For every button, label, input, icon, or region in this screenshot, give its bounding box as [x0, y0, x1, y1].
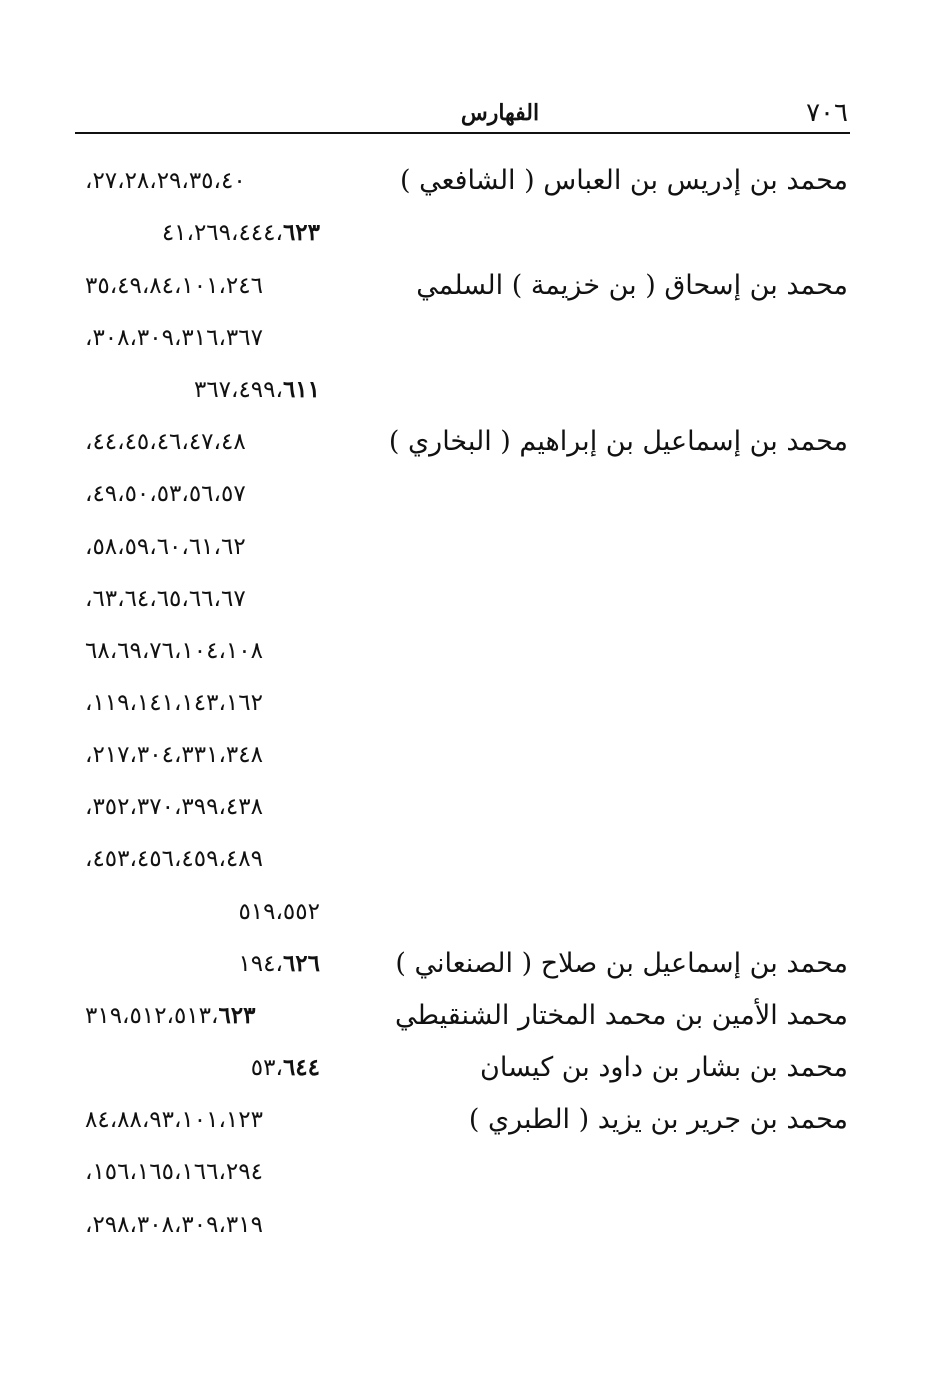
index-line [0, 1104, 938, 1154]
entry-name: محمد بن إدريس بن العباس ( الشافعي ) [399, 165, 848, 196]
page-number: ٧٠٦ [806, 98, 848, 128]
entry-pages: ٢٧،٢٨،٢٩،٣٥،٤٠، [85, 168, 246, 194]
index-line [0, 1156, 938, 1206]
entry-name: محمد الأمين بن محمد المختار الشنقيطي [395, 1000, 848, 1031]
index-line [0, 1209, 938, 1259]
entry-pages: ٢١٧،٣٠٤،٣٣١،٣٤٨، [85, 742, 263, 768]
entry-pages: ١٩٤،٦٢٦ [238, 950, 320, 977]
entry-pages: ٥١٩،٥٥٢ [238, 899, 320, 925]
index-line [0, 270, 938, 320]
index-line [0, 531, 938, 581]
entry-pages: ٣٥،٤٩،٨٤،١٠١،٢٤٦ [85, 273, 263, 299]
entry-pages: ٣١٩،٥١٢،٥١٣،٦٢٣ [85, 1002, 256, 1029]
index-line [0, 1000, 938, 1050]
index-line [0, 583, 938, 633]
entry-name: محمد بن إسحاق ( بن خزيمة ) السلمي [416, 270, 848, 301]
index-line [0, 478, 938, 528]
index-line [0, 948, 938, 998]
bold-page-ref: ٦١١ [282, 376, 320, 403]
entry-name: محمد بن جرير بن يزيد ( الطبري ) [468, 1104, 848, 1135]
index-line [0, 843, 938, 893]
entry-pages: ٤٩،٥٠،٥٣،٥٦،٥٧، [85, 481, 246, 507]
entry-pages: ٤١،٢٦٩،٤٤٤،٦٢٣ [161, 219, 320, 246]
entry-pages: ١١٩،١٤١،١٤٣،١٦٢، [85, 690, 263, 716]
entry-pages: ٣٥٢،٣٧٠،٣٩٩،٤٣٨، [85, 794, 263, 820]
index-line [0, 739, 938, 789]
index-line [0, 426, 938, 476]
bold-page-ref: ٦٤٤ [282, 1054, 320, 1081]
bold-page-ref: ٦٢٣ [282, 219, 320, 246]
index-line [0, 322, 938, 372]
entry-name: محمد بن بشار بن داود بن كيسان [480, 1052, 848, 1083]
bold-page-ref: ٦٢٣ [218, 1002, 256, 1029]
index-line [0, 896, 938, 946]
entry-pages: ٦٨،٦٩،٧٦،١٠٤،١٠٨ [85, 638, 263, 664]
entry-pages: ٨٤،٨٨،٩٣،١٠١،١٢٣ [85, 1107, 263, 1133]
entry-pages: ٥٨،٥٩،٦٠،٦١،٦٢، [85, 534, 246, 560]
entry-pages: ٣٦٧،٤٩٩،٦١١ [193, 376, 320, 403]
bold-page-ref: ٦٢٦ [282, 950, 320, 977]
index-line [0, 687, 938, 737]
entry-pages: ٦٣،٦٤،٦٥،٦٦،٦٧، [85, 586, 246, 612]
entry-pages: ٥٣،٦٤٤ [250, 1054, 320, 1081]
entry-name: محمد بن إسماعيل بن إبراهيم ( البخاري ) [388, 426, 848, 457]
entry-pages: ٢٩٨،٣٠٨،٣٠٩،٣١٩، [85, 1212, 263, 1238]
index-line [0, 374, 938, 424]
entry-pages: ٤٥٣،٤٥٦،٤٥٩،٤٨٩، [85, 846, 263, 872]
entry-name: محمد بن إسماعيل بن صلاح ( الصنعاني ) [395, 948, 848, 979]
index-line [0, 1052, 938, 1102]
entry-pages: ٣٠٨،٣٠٩،٣١٦،٣٦٧، [85, 325, 263, 351]
index-line [0, 217, 938, 267]
index-line [0, 791, 938, 841]
entry-pages: ١٥٦،١٦٥،١٦٦،٢٩٤، [85, 1159, 263, 1185]
running-title: الفهارس [460, 100, 540, 126]
entry-pages: ٤٤،٤٥،٤٦،٤٧،٤٨، [85, 429, 246, 455]
index-line [0, 165, 938, 215]
index-line [0, 635, 938, 685]
